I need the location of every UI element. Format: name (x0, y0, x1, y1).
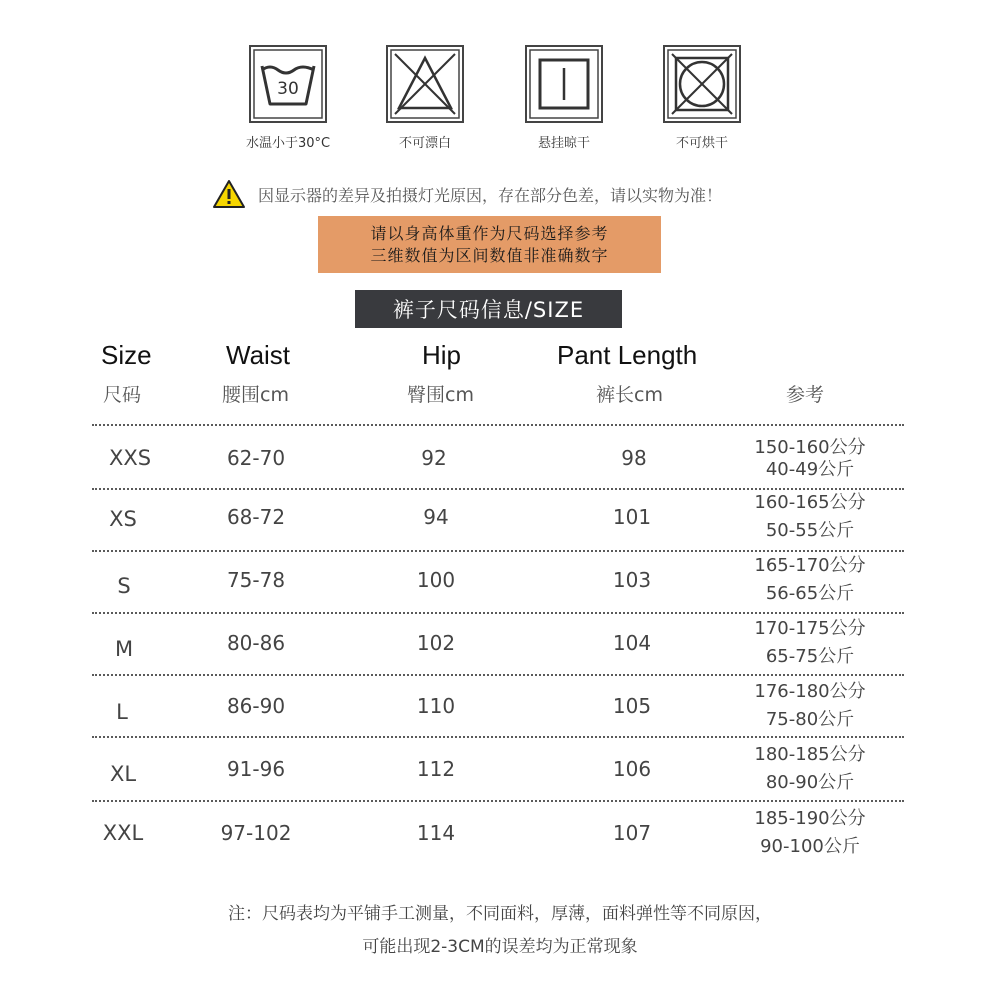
divider (92, 424, 904, 426)
weight-range: 90-100公斤 (760, 836, 860, 857)
size-cell: XS (109, 507, 137, 531)
hip-cell: 100 (416, 568, 456, 592)
reference-cell (730, 742, 890, 796)
height-range: 170-175公分 (754, 618, 866, 639)
header-reference: 参考 (786, 384, 825, 406)
reference-cell (730, 435, 890, 483)
waist-cell: 97-102 (220, 821, 292, 845)
size-cell: M (114, 637, 134, 661)
divider (92, 736, 904, 738)
length-cell: 107 (612, 821, 652, 845)
weight-range: 50-55公斤 (765, 520, 855, 541)
size-hint-box (318, 216, 661, 273)
hip-cell: 114 (416, 821, 456, 845)
footnote-line: 注：尺码表均为平铺手工测量，不同面料，厚薄，面料弹性等不同原因， (228, 904, 772, 924)
care-no-bleach (355, 44, 495, 151)
height-range: 185-190公分 (754, 808, 866, 829)
care-label: 悬挂晾干 (537, 136, 590, 151)
height-range: 160-165公分 (754, 492, 866, 513)
waist-cell: 75-78 (226, 568, 286, 592)
warning-icon (212, 179, 246, 209)
header-waist-cn: 腰围cm (222, 384, 289, 406)
svg-text:30: 30 (277, 79, 299, 99)
weight-range: 80-90公斤 (765, 772, 855, 793)
line-dry-icon (524, 44, 604, 124)
reference-cell (730, 806, 890, 860)
hint-line: 请以身高体重作为尺码选择参考 (370, 223, 609, 243)
header-hip: Hip (422, 340, 462, 370)
waist-cell: 80-86 (226, 631, 286, 655)
length-cell: 106 (612, 757, 652, 781)
care-label: 水温小于30°C (245, 136, 331, 151)
footnote-line: 可能出现2-3CM的误差均为正常现象 (362, 937, 638, 957)
waist-cell: 91-96 (226, 757, 286, 781)
reference-cell (730, 553, 890, 607)
care-label: 不可烘干 (675, 136, 728, 151)
hip-cell: 92 (421, 446, 447, 470)
hint-line: 三维数值为区间数值非准确数字 (370, 245, 609, 265)
weight-range: 40-49公斤 (765, 459, 855, 480)
hip-cell: 102 (416, 631, 456, 655)
reference-cell (730, 490, 890, 544)
care-line-dry (494, 44, 634, 151)
header-pant-length-cn: 裤长cm (596, 384, 663, 406)
hip-cell: 94 (423, 505, 449, 529)
header-hip-cn: 臀围cm (407, 384, 474, 406)
color-notice (212, 178, 772, 210)
no-bleach-icon (385, 44, 465, 124)
waist-cell: 62-70 (226, 446, 286, 470)
header-size: Size (101, 340, 152, 370)
care-label: 不可漂白 (398, 136, 451, 151)
divider (92, 800, 904, 802)
length-cell: 98 (621, 446, 647, 470)
waist-cell: 86-90 (226, 694, 286, 718)
height-range: 176-180公分 (754, 681, 866, 702)
size-cell: S (117, 574, 131, 598)
reference-cell (730, 679, 890, 733)
page-title: 裤子尺码信息/SIZE (355, 290, 622, 328)
height-range: 150-160公分 (754, 437, 866, 458)
reference-cell (730, 616, 890, 670)
size-cell: L (116, 700, 128, 724)
divider (92, 612, 904, 614)
header-size-cn: 尺码 (103, 384, 142, 406)
length-cell: 101 (612, 505, 652, 529)
length-cell: 104 (612, 631, 652, 655)
weight-range: 75-80公斤 (765, 709, 855, 730)
weight-range: 56-65公斤 (765, 583, 855, 604)
divider (92, 550, 904, 552)
hip-cell: 112 (416, 757, 456, 781)
care-wash (218, 44, 358, 151)
weight-range: 65-75公斤 (765, 646, 855, 667)
wash-30-icon (248, 44, 328, 124)
length-cell: 105 (612, 694, 652, 718)
care-no-tumble-dry (632, 44, 772, 151)
size-cell: XXS (108, 446, 152, 470)
header-waist: Waist (226, 340, 291, 370)
header-pant-length: Pant Length (557, 340, 698, 370)
size-cell: XXL (102, 821, 144, 845)
waist-cell: 68-72 (226, 505, 286, 529)
no-tumble-dry-icon (662, 44, 742, 124)
notice-text: 因显示器的差异及拍摄灯光原因，存在部分色差，请以实物为准！ (258, 185, 723, 205)
length-cell: 103 (612, 568, 652, 592)
size-cell: XL (109, 762, 137, 786)
height-range: 180-185公分 (754, 744, 866, 765)
hip-cell: 110 (416, 694, 456, 718)
divider (92, 674, 904, 676)
height-range: 165-170公分 (754, 555, 866, 576)
